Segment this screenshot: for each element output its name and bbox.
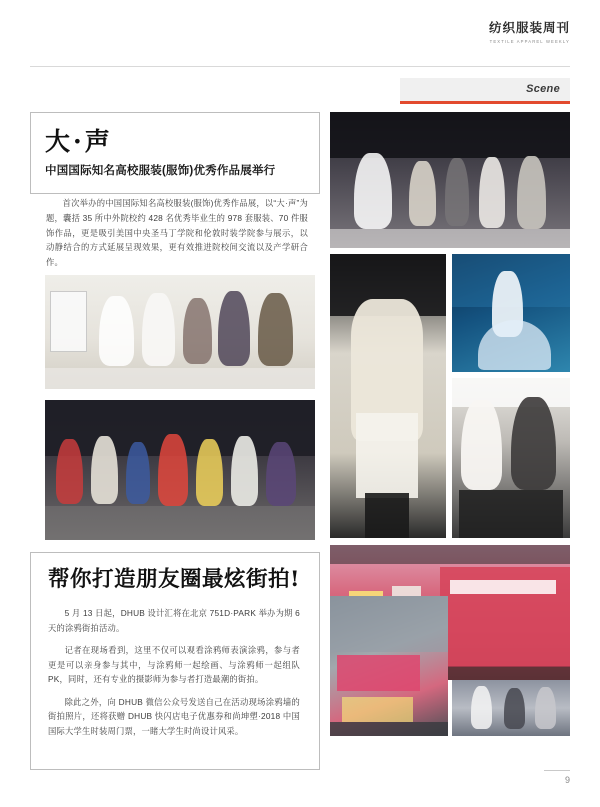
article-one-subhead: 中国国际知名高校服装(服饰)优秀作品展举行 — [45, 165, 276, 177]
article-two-headline: 帮你打造朋友圈最炫街拍! — [48, 567, 300, 592]
photo-model-center — [330, 254, 446, 538]
article-one-paragraph: 首次举办的中国国际知名高校服装(服饰)优秀作品展，以“大·声”为题，囊括 35 所中外院校约 428 名优秀毕业生的 978 套服装、70 件服饰作品，更是吸引美国中央圣马丁学院和伦敦时装学院参与展示，以动静结合的方式延展呈现效果，更有效推进院校间交流以及产学研合作。 — [46, 198, 308, 268]
article-two-paragraph-2: 记者在现场看到，这里不仅可以观看涂鸦师表演涂鸦，参与者更是可以亲身参与其中，与涂鸦师一起绘画、与涂鸦师一起组队 PK，同时，还有专业的摄影师为参与者打造最潮的街拍。 — [48, 645, 300, 685]
article-one-headline: 大·声 — [45, 127, 113, 156]
article-one-title-box — [30, 112, 320, 194]
article-one-header — [30, 112, 320, 194]
photo-bw-garments — [452, 378, 570, 538]
section-tab-label: Scene — [526, 83, 560, 95]
article-two-paragraph-3: 除此之外，向 DHUB 微信公众号发送自己在活动现场涂鸦墙的街拍照片，还将获赠 DHUB 快闪店电子优惠券和尚坤塑·2018 中国国际大学生时装周门票，一睹大学生时尚设计风采。 — [48, 696, 300, 736]
photo-graffiti — [330, 596, 448, 736]
photo-runway-color — [45, 400, 315, 540]
photo-bluegown — [452, 254, 570, 372]
masthead — [489, 22, 570, 44]
masthead-english-title: TEXTILE APPAREL WEEKLY — [489, 38, 570, 44]
article-two-body — [48, 606, 300, 746]
article-two-paragraph-1: 5 月 13 日起，DHUB 设计汇将在北京 751D·PARK 举办为期 6 天的涂鸦街拍活动。 — [48, 608, 300, 633]
section-tab — [400, 78, 570, 104]
photo-street — [452, 680, 570, 736]
masthead-divider — [30, 66, 570, 67]
section-tab-accent-bar — [400, 101, 570, 104]
page-number: 9 — [564, 775, 570, 785]
masthead-chinese-title: 纺织服装周刊 — [488, 21, 570, 35]
folio-divider — [544, 770, 570, 771]
photo-hall — [330, 112, 570, 248]
photo-gallery-white — [45, 275, 315, 389]
article-one-body — [46, 196, 308, 270]
